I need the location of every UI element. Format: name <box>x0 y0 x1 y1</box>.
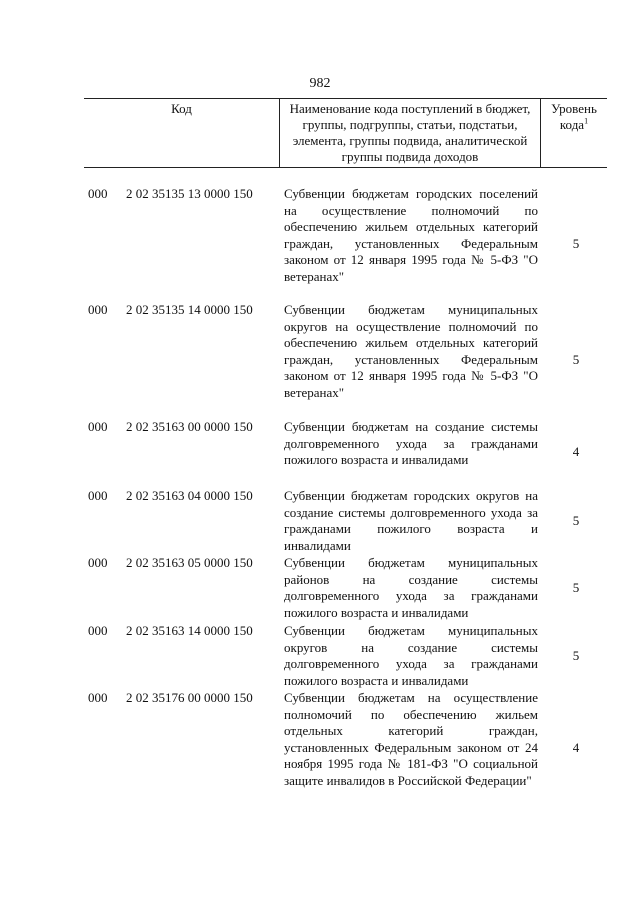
row-level: 5 <box>572 648 580 663</box>
header-level-footnote: 1 <box>584 116 589 126</box>
row-level: 5 <box>572 236 580 251</box>
row-level: 5 <box>572 352 580 367</box>
table-row <box>0 623 640 690</box>
row-code: 2 02 35163 04 0000 150 <box>126 488 253 503</box>
header-level <box>541 101 607 133</box>
header-name: Наименование кода поступлений в бюджет, группы, подгруппы, статьи, подстатьи, элемента, группы подвида, аналитической группы подвида доходов <box>289 101 531 164</box>
header-level-text: Уровень кода <box>551 101 597 132</box>
row-code: 2 02 35135 13 0000 150 <box>126 186 253 201</box>
row-name: Субвенции бюджетам муниципальных районов на создание системы долговременного ухода за гражданами пожилого возраста и инвалидами <box>284 555 538 620</box>
row-code: 2 02 35163 05 0000 150 <box>126 555 253 570</box>
table-row <box>0 690 640 810</box>
row-code: 2 02 35163 14 0000 150 <box>126 623 253 638</box>
row-code: 2 02 35176 00 0000 150 <box>126 690 253 705</box>
header-code: Код <box>171 101 192 116</box>
row-prefix: 000 <box>88 623 108 638</box>
row-prefix: 000 <box>88 186 108 201</box>
page-number: 982 <box>309 76 331 91</box>
row-prefix: 000 <box>88 690 108 705</box>
row-prefix: 000 <box>88 488 108 503</box>
row-name: Субвенции бюджетам муниципальных округов на создание системы долговременного ухода за гражданами пожилого возраста и инвалидами <box>284 623 538 688</box>
table-body <box>0 186 640 810</box>
row-name: Субвенции бюджетам на осуществление полномочий по обеспечению жильем отдельных категорий граждан, установленных Федеральным законом от 24 ноября 1995 года № 181-ФЗ "О социальной защите инвалидов в Российской Федерации" <box>284 690 538 788</box>
row-code: 2 02 35135 14 0000 150 <box>126 302 253 317</box>
table-row <box>0 302 640 419</box>
row-name: Субвенции бюджетам на создание системы долговременного ухода за гражданами пожилого возраста и инвалидами <box>284 419 538 467</box>
row-name: Субвенции бюджетам городских округов на создание системы долговременного ухода за гражданами пожилого возраста и инвалидами <box>284 488 538 553</box>
row-prefix: 000 <box>88 555 108 570</box>
row-level: 4 <box>572 740 580 755</box>
row-level: 5 <box>572 513 580 528</box>
table-row <box>0 186 640 302</box>
row-code: 2 02 35163 00 0000 150 <box>126 419 253 434</box>
row-prefix: 000 <box>88 302 108 317</box>
table-row <box>0 419 640 488</box>
table-header <box>84 98 607 168</box>
row-name: Субвенции бюджетам городских поселений на осуществление полномочий по обеспечению жильем отдельных категорий граждан, установленных Федеральным законом от 12 января 1995 года № 5-ФЗ "О ветеранах" <box>284 186 538 284</box>
table-row <box>0 555 640 623</box>
row-level: 4 <box>572 444 580 459</box>
row-level: 5 <box>572 580 580 595</box>
row-prefix: 000 <box>88 419 108 434</box>
row-name: Субвенции бюджетам муниципальных округов на осуществление полномочий по обеспечению жильем отдельных категорий граждан, установленных Федеральным законом от 12 января 1995 года № 5-ФЗ "О ветеранах" <box>284 302 538 400</box>
table-row <box>0 488 640 555</box>
